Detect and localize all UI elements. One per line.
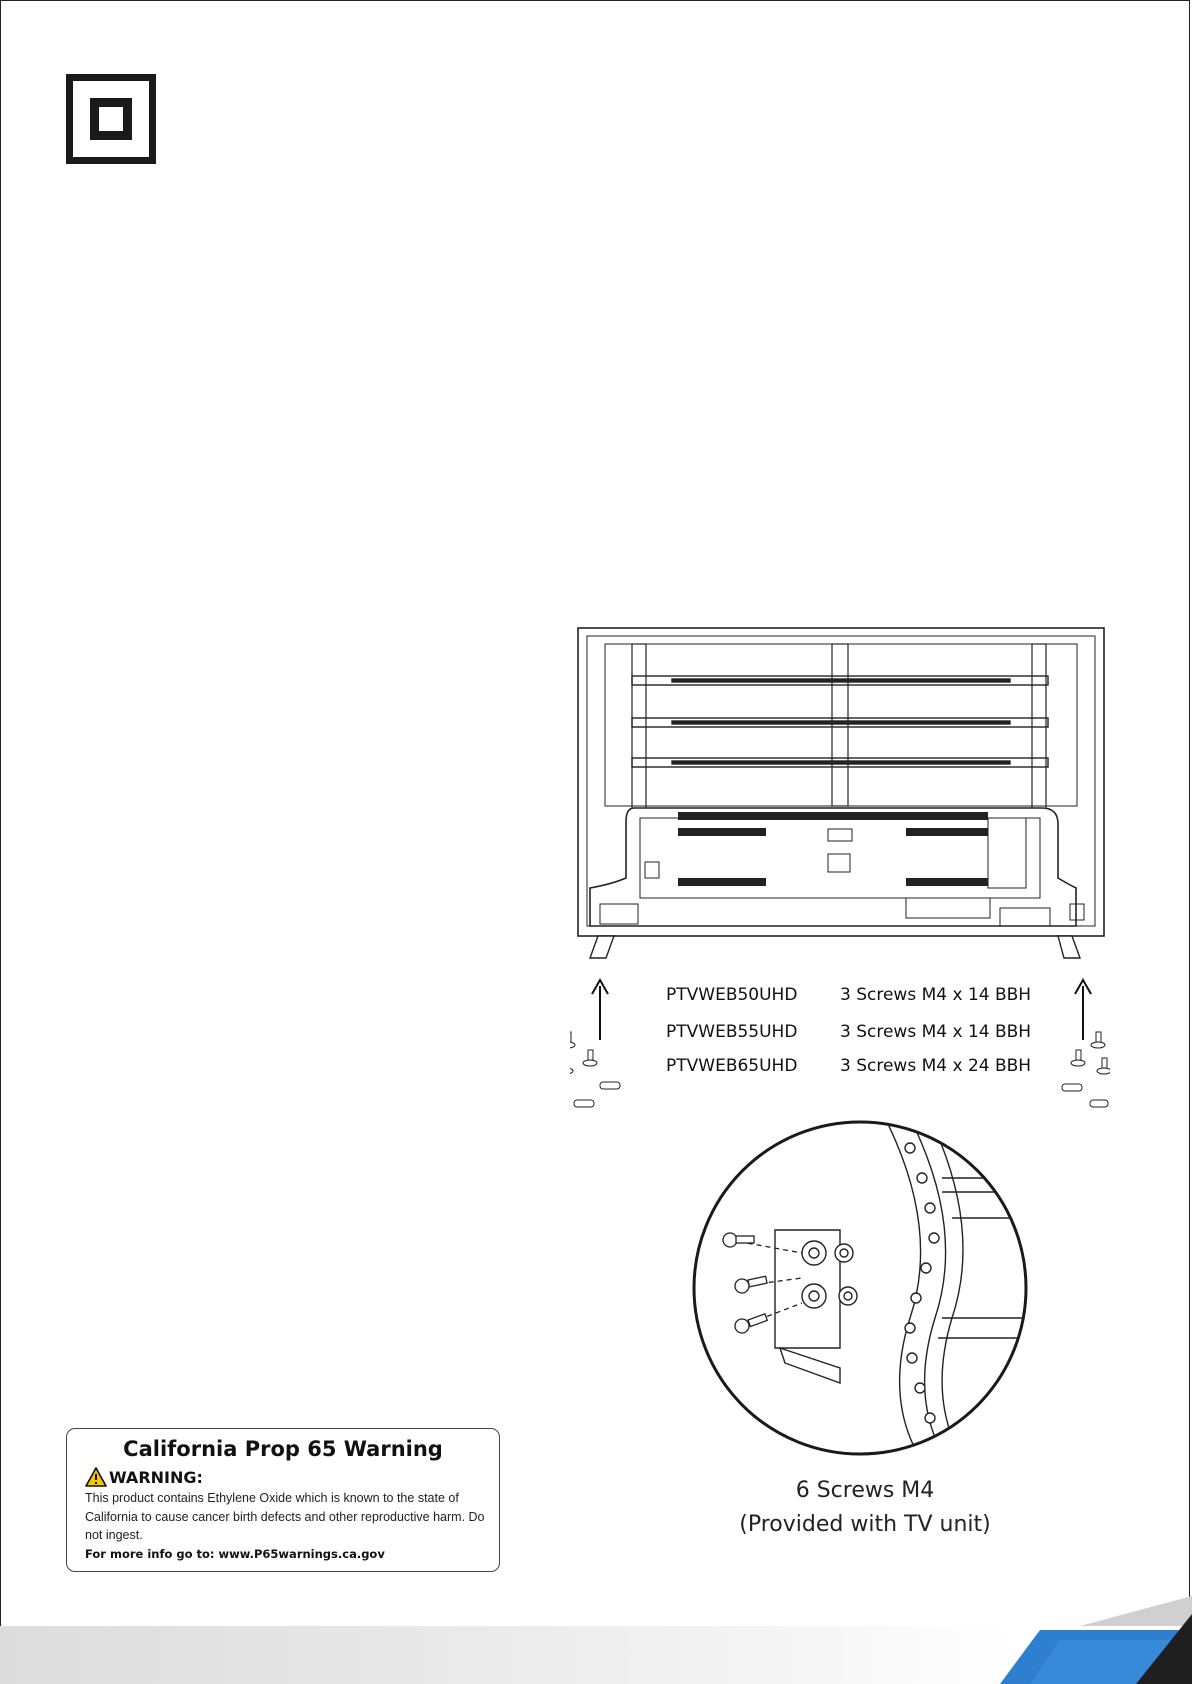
spec-screws: 3 Screws M4 x 24 BBH	[840, 1056, 1032, 1076]
warning-triangle-icon	[85, 1467, 107, 1487]
rails	[632, 676, 1048, 767]
caption-line-2: (Provided with TV unit)	[739, 1512, 991, 1537]
corner-decoration	[940, 1596, 1192, 1684]
double-insulation-icon	[66, 74, 156, 164]
spec-screws: 3 Screws M4 x 14 BBH	[840, 985, 1032, 1005]
spec-model: PTVWEB65UHD	[666, 1056, 798, 1076]
spec-model: PTVWEB50UHD	[666, 985, 798, 1005]
screw-parts-right	[1062, 1032, 1110, 1107]
prop65-title: California Prop 65 Warning	[123, 1437, 443, 1461]
warning-body: This product contains Ethylene Oxide which is known to the state of California to cause cancer birth defects and other reproductive harm. Do not ingest.	[85, 1491, 485, 1542]
more-info-text: For more info go to: www.P65warnings.ca.gov	[85, 1547, 385, 1561]
prop65-warning-box	[66, 1428, 500, 1572]
warning-heading	[85, 1467, 203, 1487]
stand-feet	[590, 936, 1080, 958]
screw-parts-left	[570, 1032, 620, 1107]
detail-caption	[700, 1474, 1030, 1542]
spec-screws: 3 Screws M4 x 14 BBH	[840, 1022, 1032, 1042]
warning-label: WARNING:	[109, 1467, 203, 1487]
spec-model: PTVWEB55UHD	[666, 1022, 798, 1042]
bracket-detail-diagram	[690, 1118, 1030, 1458]
caption-line-1: 6 Screws M4	[795, 1478, 935, 1503]
